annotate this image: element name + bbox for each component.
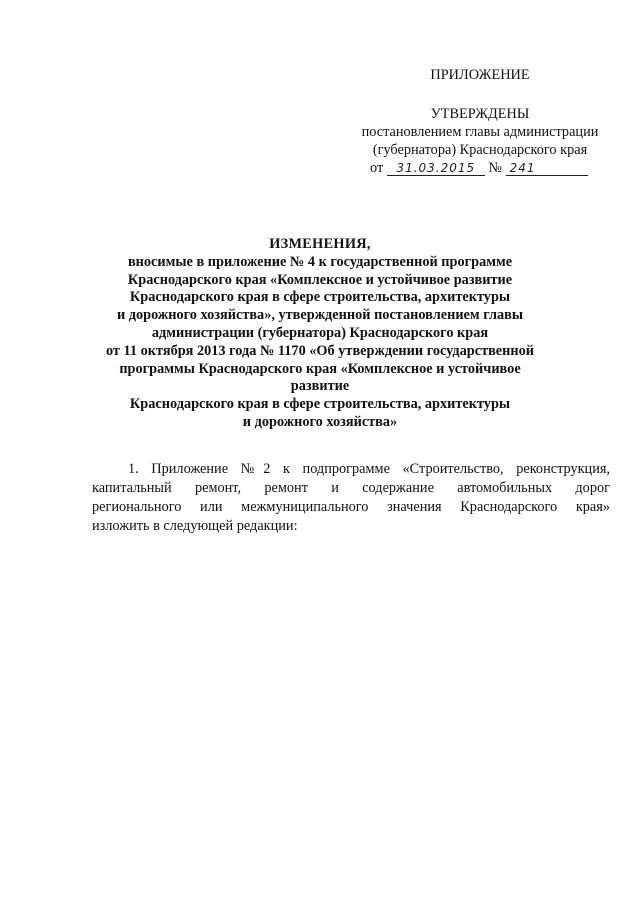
title-line: вносимые в приложение № 4 к государственной программе [127,253,513,270]
paragraph-line: регионального или межмуниципального значения Краснодарского края» [92,499,610,515]
title-line: и дорожного хозяйства», утвержденной постановлением главы [116,307,524,324]
paragraph-line: изложить в следующей редакции: [92,518,298,534]
paragraph-line: 1. Приложение №2 к подпрограмме «Строительство, реконструкция, [128,461,610,477]
title-line: Краснодарского края «Комплексное и устойчивое развитие [127,271,513,288]
approval-line-1: постановлением главы администрации [361,124,599,140]
from-label: от [370,160,384,176]
title-line: программы Краснодарского края «Комплексное и устойчивое развитие [119,360,521,395]
handwritten-number: 241 [506,161,588,176]
paragraph-line: капитальный ремонт, ремонт и содержание автомобильных дорог [92,480,610,496]
appendix-label: ПРИЛОЖЕНИЕ [430,67,530,83]
title-line: и дорожного хозяйства» [242,413,398,430]
approval-block [350,66,610,177]
title-line: Краснодарского края в сфере строительства, архитектуры [129,396,511,413]
approved-label: УТВЕРЖДЕНЫ [430,106,530,122]
number-label: № [488,160,503,176]
title-line: администрации (губернатора) Краснодарского края [151,324,489,341]
title-line: Краснодарского края в сфере строительства, архитектуры [129,289,511,306]
body-paragraph [92,460,610,536]
approval-line-2: (губернатора) Краснодарского края [372,142,588,158]
document-title [90,236,550,432]
handwritten-date: 31.03.2015 [387,161,485,176]
title-heading: ИЗМЕНЕНИЯ, [269,236,371,252]
date-number-line [350,159,610,177]
title-line: от 11 октября 2013 года № 1170 «Об утверждении государственной [105,342,535,359]
